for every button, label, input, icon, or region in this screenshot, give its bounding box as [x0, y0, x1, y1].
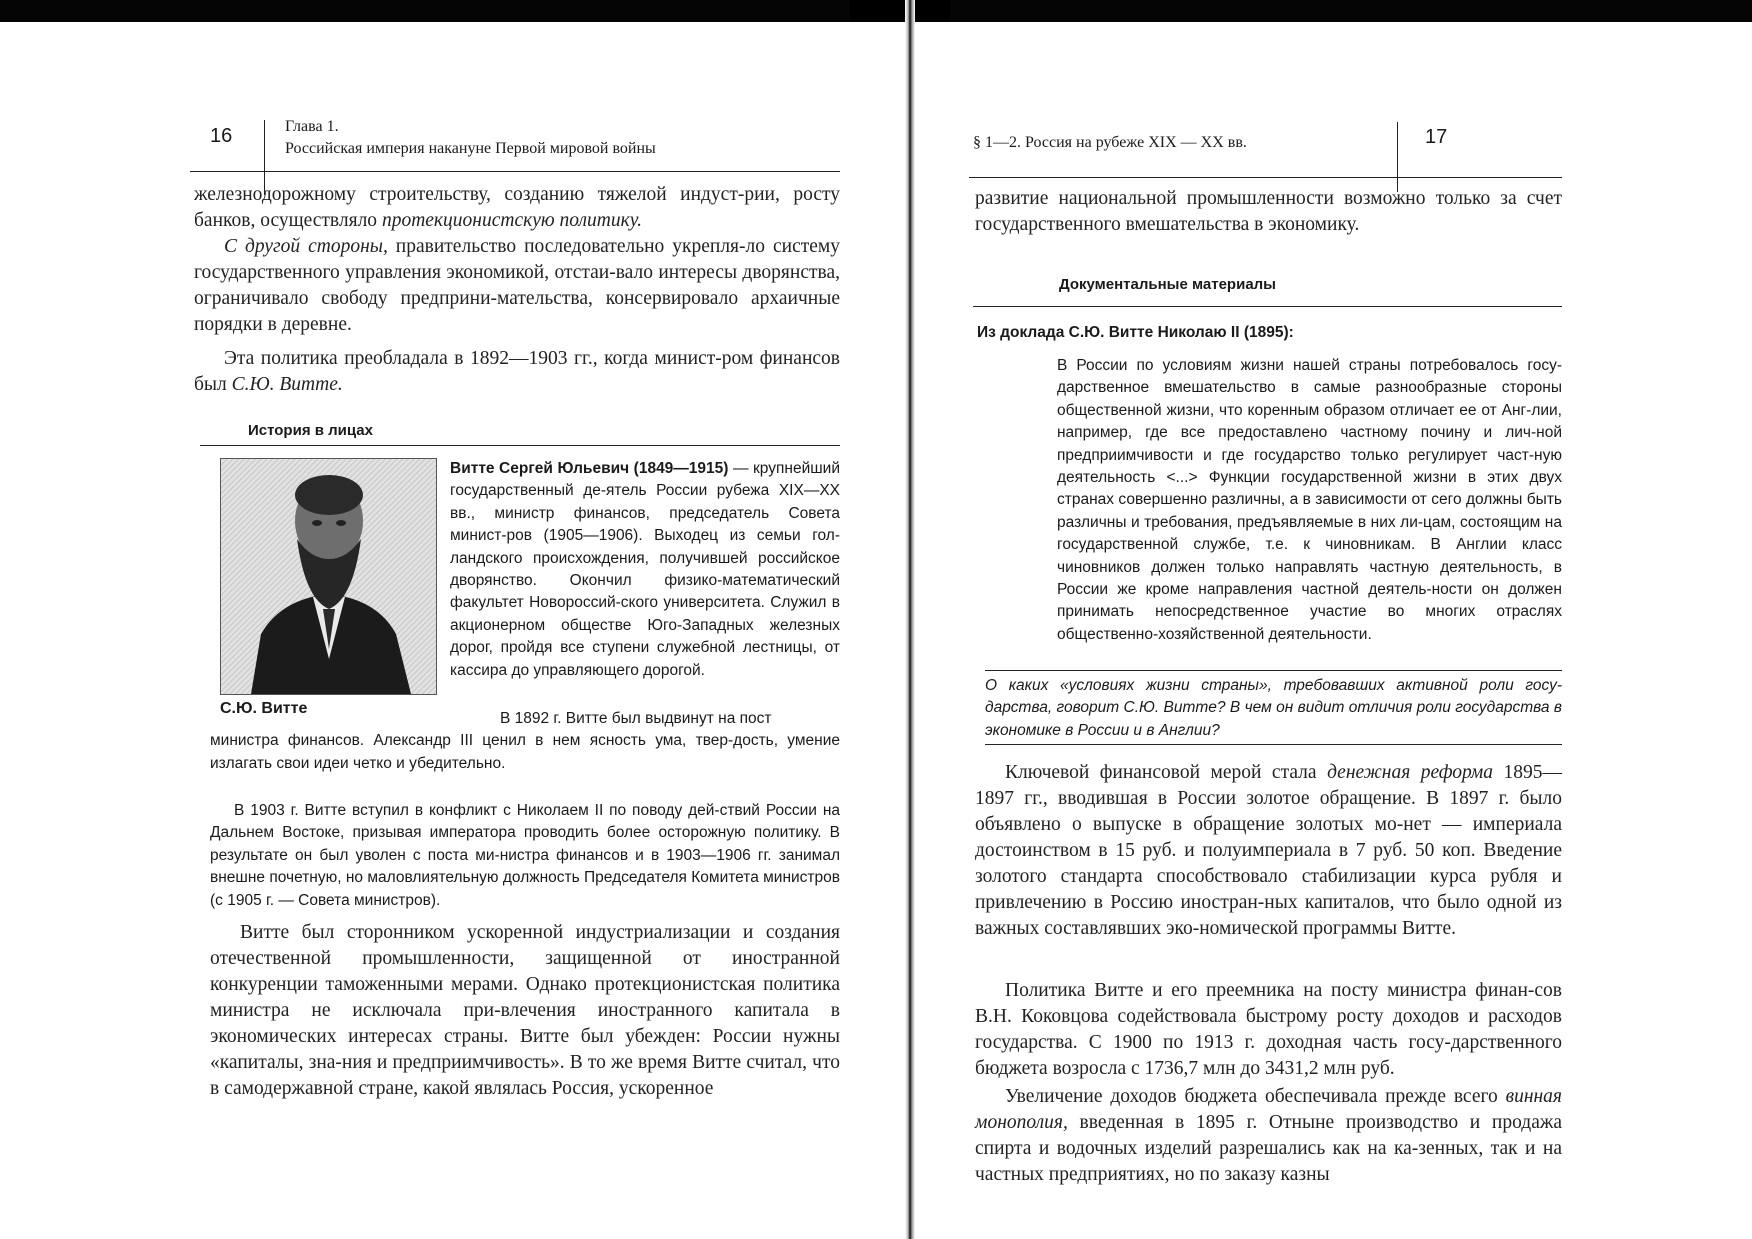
page-number: 17 — [1425, 126, 1448, 148]
emphasis: винная монополия, — [975, 1086, 1562, 1133]
section-rule — [200, 445, 840, 446]
bio-text — [450, 458, 840, 682]
text: железнодорожному строительству, созданию тяжелой индуст-рии, росту банков, осуществляло — [194, 184, 840, 231]
text: Эта политика преобладала в 1892—1903 гг., когда минист-ром финансов был — [194, 348, 840, 395]
header-rule — [190, 171, 840, 172]
document-quote: В России по условиям жизни нашей страны потребовалось госу-дарственное вмешательство в самые разнообразные стороны общественной жизни, что коренным образом отличает ее от Анг-лии, например, где все предоставлено частному почину и лич-ной предприимчивости и где государство только регулирует част-ную деятельность <...> Функции государственной жизни в этих двух странах совершенно различны, а в зависимости от сего должны быть различны и требования, предъявляемые в них ли-цам, состоящим на государственной службе, т.е. к чиновникам. В Англии класс чиновников должен только направлять частную деятельность, в России же кроме направления частной деятель-ности он должен принимать непосредственное участие во многих отраслях общественно-хозяйственной деятельности. — [1057, 357, 1562, 643]
paragraph — [194, 182, 840, 234]
page-number: 16 — [210, 125, 233, 147]
section-title: Документальные материалы — [1059, 276, 1276, 293]
left-page — [70, 30, 900, 1230]
emphasis: С другой стороны, — [224, 236, 388, 257]
section-title: История в лицах — [248, 422, 373, 439]
text: — крупнейший государственный де-ятель России рубежа XIX—XX вв., министр финансов, председатель Совета минист-ров (1905—1906). Выходец из семьи гол-ландского происхождения, получившей российское дворянство. Окончил физико-математический факультет Новороссий-ского университета. Служил в акционерном обществе Юго-Западных железных дорог, пройдя все ступени служебной лестницы, от кассира до управляющего дорогой. — [450, 460, 840, 679]
bio-name: Витте Сергей Юльевич (1849—1915) — [450, 460, 729, 477]
emphasis: денежная реформа — [1327, 762, 1494, 783]
header-rule — [969, 177, 1562, 178]
section-rule — [973, 306, 1562, 307]
portrait-caption: С.Ю. Витте — [220, 700, 308, 717]
text: В 1892 г. Витте был выдвинут на пост — [500, 710, 772, 727]
running-header — [285, 116, 656, 160]
bio-text — [210, 708, 840, 775]
spine-top-shadow — [850, 0, 950, 22]
bio-text: В 1903 г. Витте вступил в конфликт с Николаем II по поводу дей-ствий России на Дальнем Востоке, призывая императора проводить более осторожную политику. В результате он был уволен с поста ми-нистра финансов и в 1903—1906 гг. занимал внешне почетную, но маловлиятельную должность Председателя Комитета министров (с 1905 г. — Совета министров). — [210, 802, 840, 909]
portrait-photo — [220, 458, 437, 695]
paragraph: Политика Витте и его преемника на посту министра финан-сов В.Н. Коковцова содействовала быстрому росту доходов и расходов государства. С 1900 по 1913 г. доходная часть госу-дарственного бюджета возросла с 1736,7 млн до 3431,2 млн руб. — [975, 980, 1562, 1079]
text: министра финансов. Александр III ценил в нем ясность ума, твер-дость, умение излагать свои идеи четко и убедительно. — [210, 732, 840, 772]
emphasis: протекционистскую политику. — [381, 210, 643, 231]
text: введенная в 1895 г. Отныне производство и продажа спирта и водочных изделий разрешались как на ка-зенных, так и на частных предприятиях, но по заказу казны — [975, 1112, 1562, 1185]
paragraph — [975, 1084, 1562, 1188]
emphasis: С.Ю. Витте. — [231, 374, 343, 395]
paragraph: Витте был сторонником ускоренной индустриализации и создания отечественной промышленности, защищенной от иностранной конкуренции таможенными мерами. Однако протекционистская политика министра не исключала при-влечения иностранного капитала в экономических интересах страны. Витте был убежден: России нужны «капиталы, зна-ния и предприимчивость». В то же время Витте считал, что в самодержавной стране, какой являлась Россия, ускоренное — [210, 922, 840, 1099]
book-spine — [905, 0, 915, 1239]
text: Увеличение доходов бюджета обеспечивала прежде всего — [1005, 1086, 1506, 1107]
document-title: Из доклада С.Ю. Витте Николаю II (1895): — [977, 324, 1294, 341]
chapter-title: Российская империя накануне Первой мировой войны — [285, 140, 656, 157]
question-rule-bottom — [985, 744, 1562, 745]
paragraph: развитие национальной промышленности возможно только за счет государственного вмешательства в экономику. — [975, 188, 1562, 235]
chapter-label: Глава 1. — [285, 118, 339, 135]
text: 1895—1897 гг., вводившая в России золотое обращение. В 1897 г. было объявлено о выпуске в обращение золотых мо-нет — империала достоинством в 15 руб. и полуимпериала в 7 руб. 50 коп. Введение золотого стандарта способствовало стабилизации курса рубля и привлечению в Россию иностран-ных капиталов, что было одной из важных составлявших эко-номической программы Витте. — [975, 762, 1563, 939]
question-rule-top — [985, 670, 1562, 671]
review-question: О каких «условиях жизни страны», требовавших активной роли госу-дарства, говорит С.Ю. Витте? В чем он видит отличия роли государства в экономике в России и в Англии? — [985, 677, 1562, 739]
text: правительство последовательно укрепля-ло систему государственного управления экономикой, отстаи-вало интересы дворянства, ограничивало свободу предприни-мательства, консервировало архаичные порядки в деревне. — [194, 236, 840, 335]
text: Ключевой финансовой мерой стала — [1005, 762, 1328, 783]
header-divider — [1397, 122, 1398, 192]
running-header: § 1—2. Россия на рубеже XIX — XX вв. — [973, 134, 1247, 151]
portrait-image — [221, 459, 436, 694]
paragraph — [194, 346, 840, 398]
right-page — [925, 30, 1752, 1230]
paragraph — [975, 760, 1562, 942]
paragraph — [194, 234, 840, 338]
